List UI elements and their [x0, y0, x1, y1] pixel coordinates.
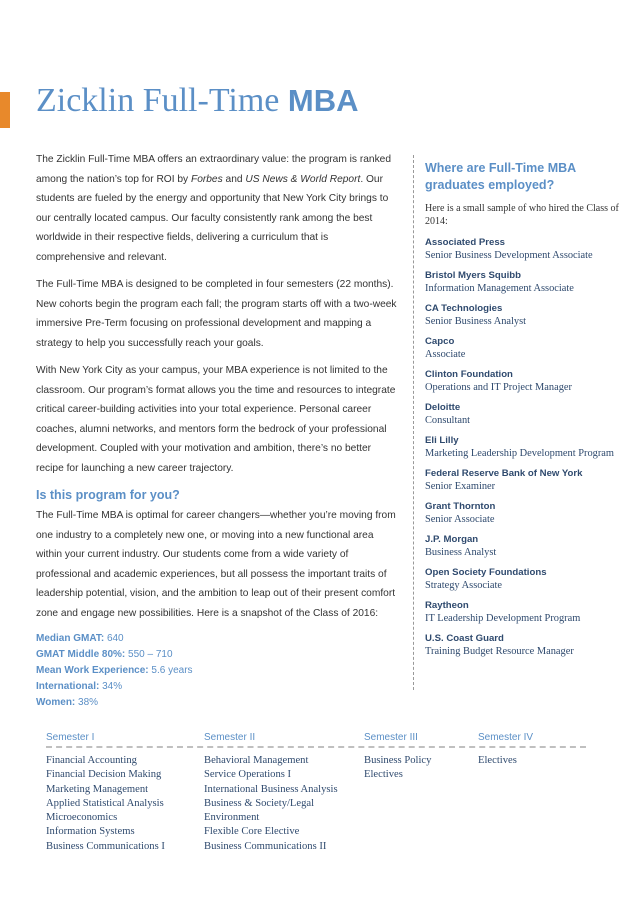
employer-name: Open Society Foundations [425, 567, 547, 578]
curriculum-table [46, 732, 596, 852]
course-item: Service Operations I [204, 769, 292, 781]
usnews-text: US News & World Report [245, 173, 361, 185]
stat-row [36, 695, 400, 711]
intro-paragraph-2: The Full-Time MBA is designed to be completed in four semesters (22 months). New cohorts begin the program each fall; the program starts off with a two-week immersive Pre-Term focusing on professional development and mapping a strategy to help you successfully reach your goals. [36, 279, 397, 349]
employers-sidebar [425, 160, 625, 665]
employer-item [425, 599, 625, 626]
program-fit-heading: Is this program for you? [36, 488, 180, 502]
stat-row [36, 647, 400, 663]
employer-name: Federal Reserve Bank of New York [425, 468, 583, 479]
semester-3-courses [364, 754, 431, 783]
and-text: and [222, 173, 246, 185]
stat-row [36, 679, 400, 695]
employer-role: Information Management Associate [425, 283, 574, 294]
employer-item [425, 467, 625, 494]
employer-name: Raytheon [425, 600, 469, 611]
employer-item [425, 368, 625, 395]
course-item: Microeconomics [46, 812, 118, 824]
stat-label: Mean Work Experience: [36, 665, 149, 676]
course-item: Environment [204, 812, 260, 824]
stat-label: International: [36, 681, 100, 692]
employer-name: Bristol Myers Squibb [425, 270, 521, 281]
stat-label: Women: [36, 697, 76, 708]
course-item: Electives [478, 755, 517, 766]
employer-role: Business Analyst [425, 547, 497, 558]
employer-role: Associate [425, 349, 466, 360]
title-regular: Zicklin Full-Time [36, 82, 288, 119]
column-divider [413, 155, 414, 690]
stat-label: GMAT Middle 80%: [36, 649, 126, 660]
employer-item [425, 632, 625, 659]
employer-role: Senior Business Development Associate [425, 250, 593, 261]
course-item: Flexible Core Elective [204, 826, 300, 838]
employers-intro: Here is a small sample of who hired the Class of 2014: [425, 203, 619, 227]
stat-row [36, 631, 400, 647]
semester-4-header: Semester IV [478, 732, 534, 743]
course-item: Business Policy [364, 755, 432, 766]
employer-role: Training Budget Resource Manager [425, 646, 574, 657]
page-title [36, 82, 359, 120]
course-item: Information Systems [46, 826, 135, 838]
employer-name: Grant Thornton [425, 501, 496, 512]
course-item: Electives [364, 769, 403, 781]
employer-item [425, 335, 625, 362]
semester-4-courses [478, 754, 517, 768]
employer-item [425, 236, 625, 263]
employer-item [425, 500, 625, 527]
semester-2-header: Semester II [204, 732, 256, 743]
program-fit-body: The Full-Time MBA is optimal for career changers—whether you’re moving from one industry to a completely new one, or moving into a new functional area within your current industry. Our students come from a wide variety of professional and academic experiences, but all possess the important traits of leadership potential, vision, and the ambition to leap out of their present comfort zone and engage new possibilities. Here is a snapshot of the Class of 2016: [36, 510, 396, 619]
employer-role: Senior Business Analyst [425, 316, 527, 327]
employer-name: Associated Press [425, 237, 505, 248]
intro-text-b: . Our students are fueled by the energy and opportunity that New York City brings to our centrally located campus. Our faculty consistently rank among the best worldwide in their respective fields, delivering a curriculum that is comprehensive and relevant. [36, 173, 389, 263]
stat-row [36, 663, 400, 679]
employer-name: Capco [425, 336, 455, 347]
course-item: Financial Decision Making [46, 769, 162, 781]
course-item: Marketing Management [46, 783, 149, 795]
intro-text-a: The Zicklin Full-Time MBA offers an extraordinary value: the program is ranked among the nation’s top for ROI by [36, 154, 392, 185]
employer-name: Deloitte [425, 402, 461, 413]
employer-role: Senior Associate [425, 514, 495, 525]
employer-role: Marketing Leadership Development Program [425, 448, 614, 459]
employer-name: U.S. Coast Guard [425, 633, 504, 644]
employer-item [425, 401, 625, 428]
employer-role: Senior Examiner [425, 481, 496, 492]
semester-divider [46, 746, 586, 748]
semester-headers [46, 732, 596, 746]
intro-paragraph-3: With New York City as your campus, your MBA experience is not limited to the classroom. Our program’s format allows you the time and resources to integrate critical career-building activities into your total experience. Personal career coaches, alumni networks, and mentors form the bedrock of your professional development. Coupled with your motivation and ambition, there’s no better recipe for launching a new career trajectory. [36, 365, 396, 474]
employer-item [425, 302, 625, 329]
semester-1-header: Semester I [46, 732, 95, 743]
employer-role: IT Leadership Development Program [425, 613, 581, 624]
course-item: Business Communications II [204, 840, 327, 852]
intro-paragraph-1 [36, 150, 400, 267]
course-item: International Business Analysis [204, 783, 338, 795]
course-item: Business Communications I [46, 840, 165, 852]
employer-item [425, 434, 625, 461]
employer-name: CA Technologies [425, 303, 503, 314]
stat-label: Median GMAT: [36, 633, 105, 644]
employer-role: Consultant [425, 415, 471, 426]
employers-heading: Where are Full-Time MBA graduates employed? [425, 161, 576, 192]
main-column [36, 150, 400, 711]
course-item: Behavioral Management [204, 755, 309, 766]
employer-role: Strategy Associate [425, 580, 503, 591]
stat-value: 38% [78, 697, 99, 708]
class-stats [36, 631, 400, 711]
title-bold: MBA [287, 83, 359, 118]
forbes-text: Forbes [190, 173, 223, 185]
employer-name: Eli Lilly [425, 435, 459, 446]
stat-value: 640 [106, 633, 124, 644]
employer-item [425, 269, 625, 296]
stat-value: 550 – 710 [128, 649, 173, 660]
employer-item [425, 566, 625, 593]
semester-2-courses [204, 754, 338, 854]
course-item: Business & Society/Legal [204, 797, 315, 809]
semester-3-header: Semester III [364, 732, 418, 743]
accent-bar [0, 92, 10, 128]
semester-1-courses [46, 754, 165, 854]
stat-value: 5.6 years [151, 665, 193, 676]
employer-role: Operations and IT Project Manager [425, 382, 572, 393]
stat-value: 34% [102, 681, 123, 692]
employer-name: J.P. Morgan [425, 534, 479, 545]
employer-name: Clinton Foundation [425, 369, 513, 380]
course-item: Applied Statistical Analysis [46, 797, 164, 809]
employer-item [425, 533, 625, 560]
course-item: Financial Accounting [46, 755, 137, 766]
